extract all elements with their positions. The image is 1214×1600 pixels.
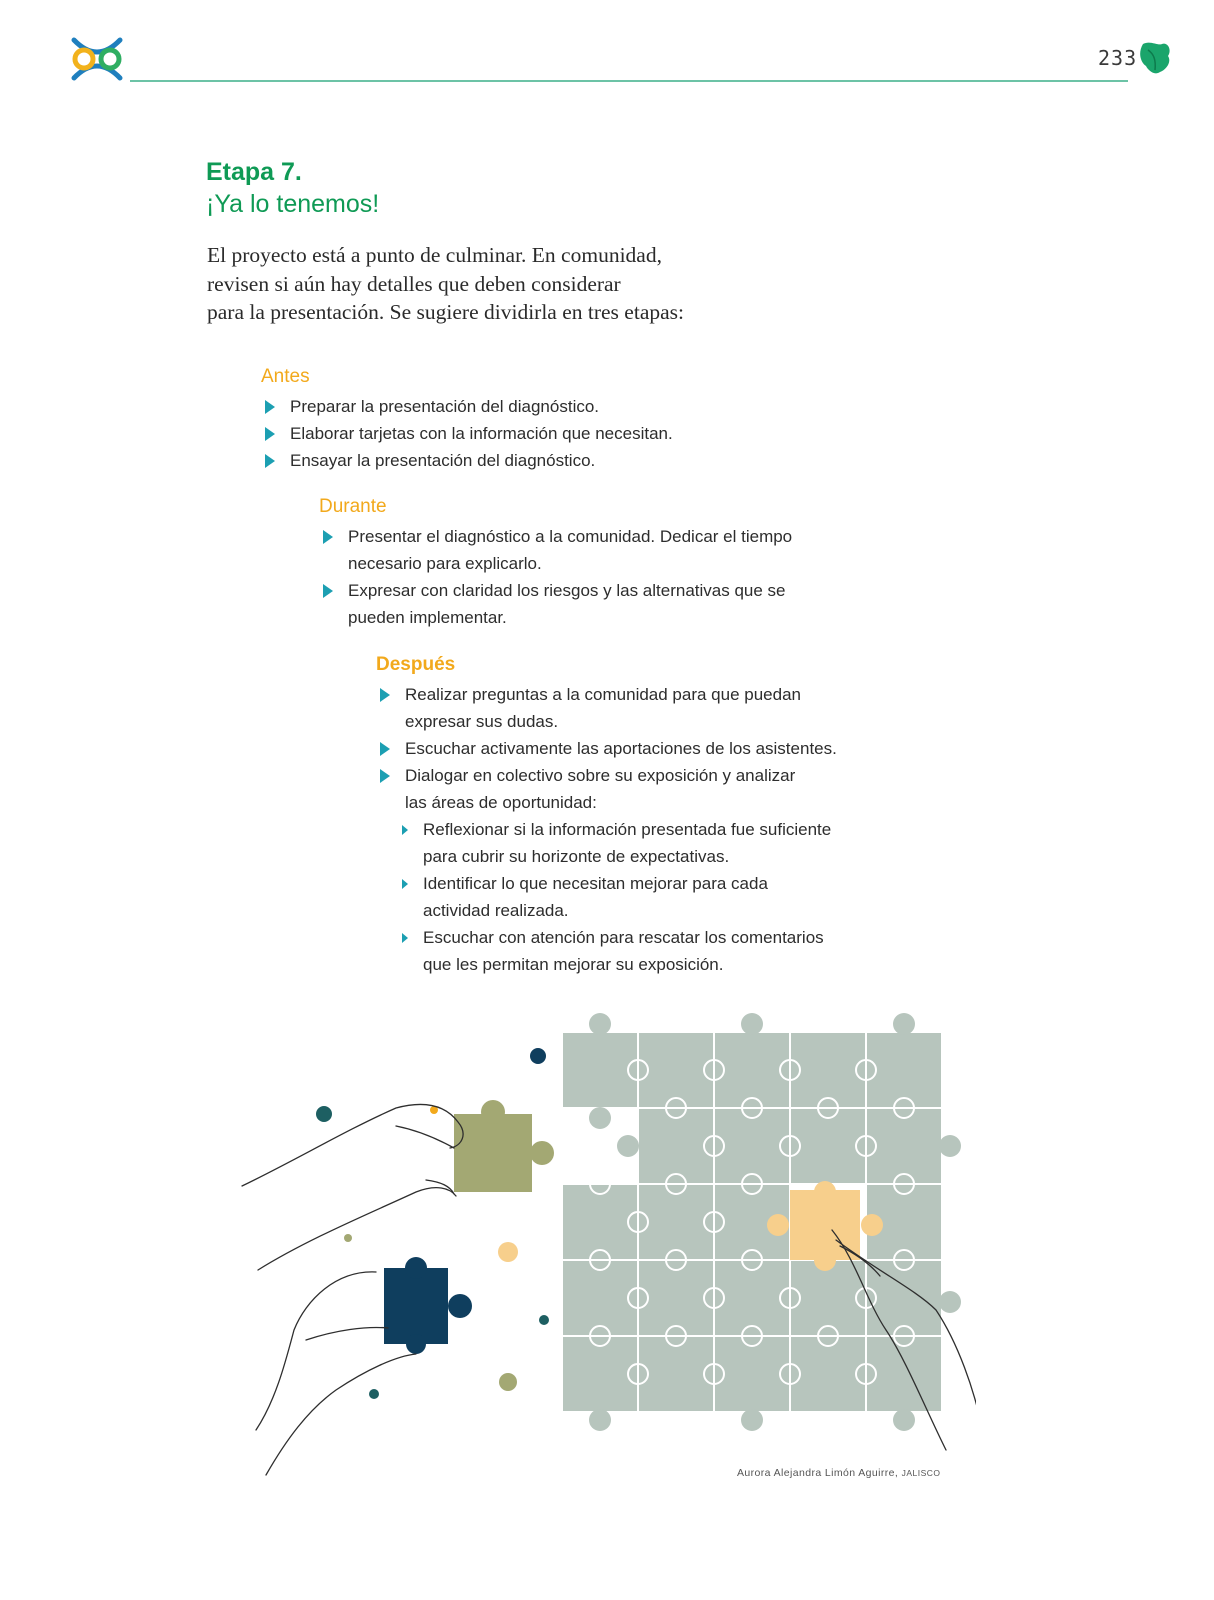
- credit-state: JALISCO: [901, 1468, 941, 1478]
- olive-puzzle-piece: [454, 1100, 554, 1192]
- bullet-arrow-icon: [265, 427, 275, 441]
- page-number: 233: [1098, 46, 1138, 70]
- sub-list-item: Escuchar con atención para rescatar los comentarios que les permitan mejorar su exposición.: [399, 924, 837, 978]
- section-antes: [261, 365, 673, 474]
- section-title-despues: Después: [376, 654, 456, 675]
- sub-list-item: Reflexionar si la información presentada fue suficiente para cubrir su horizonte de expectativas.: [399, 816, 837, 870]
- durante-list: [319, 523, 792, 631]
- header-rule: [130, 80, 1128, 82]
- list-item: Expresar con claridad los riesgos y las alternativas que se pueden implementar.: [319, 577, 792, 631]
- sub-bullet-arrow-icon: [402, 879, 408, 889]
- list-item: Elaborar tarjetas con la información que necesitan.: [261, 420, 673, 447]
- section-despues: [376, 653, 837, 978]
- section-title-durante: Durante: [319, 496, 387, 517]
- antes-list: [261, 393, 673, 474]
- intro-line: para la presentación. Se sugiere dividirla en tres etapas:: [207, 300, 684, 324]
- stage-title: Etapa 7.: [206, 158, 302, 186]
- list-item: Dialogar en colectivo sobre su exposición y analizar las áreas de oportunidad: Reflexionar si la información presentada fue suficiente para cubrir su horizonte de expectativas. Identificar lo que necesitan mejorar para cada actividad realizada. Escuchar con atención para rescatar los comentarios que les permitan mejorar su exposición.: [376, 762, 837, 978]
- despues-list: [376, 681, 837, 978]
- bullet-arrow-icon: [265, 400, 275, 414]
- bullet-arrow-icon: [265, 454, 275, 468]
- bullet-arrow-icon: [323, 530, 333, 544]
- bullet-arrow-icon: [380, 688, 390, 702]
- navy-puzzle-piece: [384, 1257, 472, 1354]
- puzzle-grid: [562, 1032, 942, 1412]
- bullet-arrow-icon: [380, 769, 390, 783]
- intro-paragraph: [207, 241, 747, 327]
- green-leaf-icon: [1138, 40, 1172, 76]
- list-item: Presentar el diagnóstico a la comunidad. Dedicar el tiempo necesario para explicarlo.: [319, 523, 792, 577]
- interlocking-rings-logo: [70, 34, 124, 84]
- puzzle-hands-illustration: [236, 1010, 976, 1485]
- list-item: Escuchar activamente las aportaciones de los asistentes.: [376, 735, 837, 762]
- bullet-arrow-icon: [323, 584, 333, 598]
- despues-sublist: [376, 816, 837, 978]
- illustration-credit: [737, 1467, 941, 1479]
- credit-author: Aurora Alejandra Limón Aguirre,: [737, 1467, 899, 1479]
- bullet-arrow-icon: [380, 742, 390, 756]
- sub-bullet-arrow-icon: [402, 933, 408, 943]
- stage-subtitle: ¡Ya lo tenemos!: [206, 190, 380, 218]
- intro-line: revisen si aún hay detalles que deben considerar: [207, 271, 621, 296]
- intro-line: El proyecto está a punto de culminar. En comunidad,: [207, 243, 662, 267]
- list-item: Realizar preguntas a la comunidad para que puedan expresar sus dudas.: [376, 681, 837, 735]
- sub-bullet-arrow-icon: [402, 825, 408, 835]
- stage-heading: [206, 157, 379, 221]
- section-title-antes: Antes: [261, 366, 310, 387]
- list-item: Preparar la presentación del diagnóstico.: [261, 393, 673, 420]
- decorative-dots: [316, 1048, 549, 1399]
- sub-list-item: Identificar lo que necesitan mejorar para cada actividad realizada.: [399, 870, 837, 924]
- list-item: Ensayar la presentación del diagnóstico.: [261, 447, 673, 474]
- section-durante: [319, 495, 792, 631]
